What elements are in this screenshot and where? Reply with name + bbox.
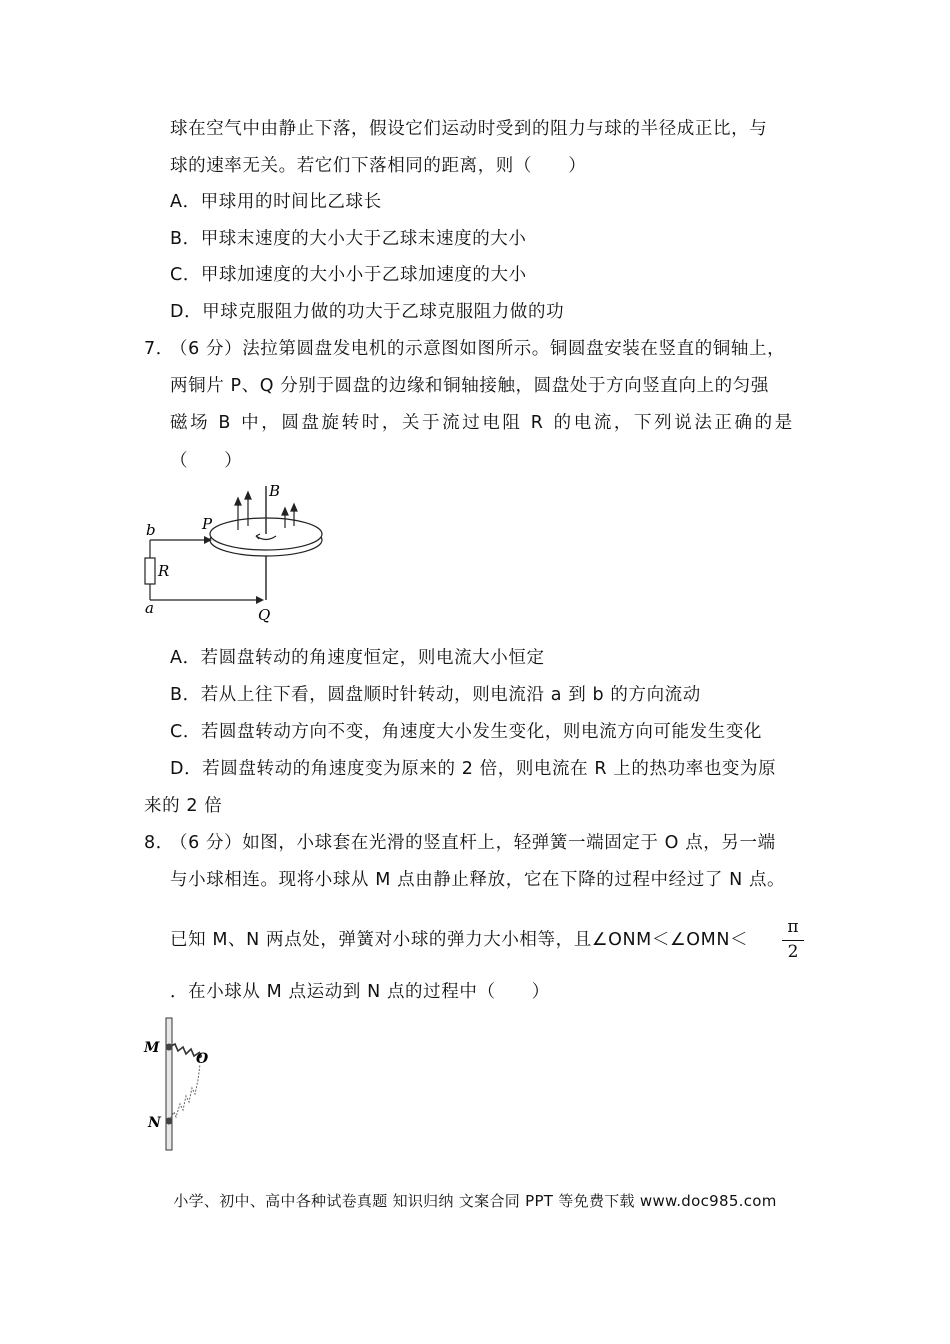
label-r: R <box>158 562 170 580</box>
q7-line-4: （ ） <box>170 451 243 471</box>
label-b: b <box>146 521 156 539</box>
q8-line-4: ．在小球从 M 点运动到 N 点的过程中（ ） <box>170 982 550 1002</box>
spring-at-n-icon <box>169 1064 200 1121</box>
resistor-r <box>145 558 155 584</box>
vertical-rod <box>166 1018 172 1150</box>
q7-line-3: 磁场 B 中，圆盘旋转时，关于流过电阻 R 的电流，下列说法正确的是 <box>170 413 795 433</box>
label-o: O <box>196 1051 209 1067</box>
fraction-bar <box>782 940 804 941</box>
rod-spring-figure <box>138 1014 228 1154</box>
q6-option-c: C．甲球加速度的大小小于乙球加速度的大小 <box>170 265 527 285</box>
q7-line-2: 两铜片 P、Q 分别于圆盘的边缘和铜轴接触，圆盘处于方向竖直向上的匀强 <box>170 376 769 396</box>
label-n: N <box>148 1115 161 1131</box>
q6-option-d: D．甲球克服阻力做的功大于乙球克服阻力做的功 <box>170 302 565 322</box>
q8-number: 8． <box>144 833 174 853</box>
q6-line-1: 球在空气中由静止下落，假设它们运动时受到的阻力与球的半径成正比，与 <box>170 119 768 139</box>
q7-option-a: A．若圆盘转动的角速度恒定，则电流大小恒定 <box>170 648 545 668</box>
pi-over-2-denominator: 2 <box>787 942 799 962</box>
q7-option-d-cont: 来的 2 倍 <box>144 796 223 816</box>
q7-option-b: B．若从上往下看，圆盘顺时针转动，则电流沿 a 到 b 的方向流动 <box>170 685 701 705</box>
label-m: M <box>144 1040 160 1056</box>
q8-line-1: （6 分）如图，小球套在光滑的竖直杆上，轻弹簧一端固定于 O 点，另一端 <box>170 833 776 853</box>
label-a: a <box>145 599 154 617</box>
q6-line-2: 球的速率无关。若它们下落相同的距离，则（ ） <box>170 156 587 176</box>
page-footer: 小学、初中、高中各种试卷真题 知识归纳 文案合同 PPT 等免费下载 www.doc985.com <box>173 1192 777 1210</box>
arrow-to-q-icon <box>256 596 264 604</box>
ball-at-m <box>166 1044 173 1051</box>
label-p: P <box>202 515 213 533</box>
label-q: Q <box>258 606 271 624</box>
q7-number: 7． <box>144 339 174 359</box>
label-b-field: B <box>269 482 281 500</box>
faraday-disk-figure <box>138 480 338 625</box>
q6-option-a: A．甲球用的时间比乙球长 <box>170 192 382 212</box>
q6-option-b: B．甲球末速度的大小大于乙球末速度的大小 <box>170 229 527 249</box>
q7-line-1: （6 分）法拉第圆盘发电机的示意图如图所示。铜圆盘安装在竖直的铜轴上， <box>170 339 786 359</box>
q7-option-c: C．若圆盘转动方向不变，角速度大小发生变化，则电流方向可能发生变化 <box>170 722 763 742</box>
q7-option-d: D．若圆盘转动的角速度变为原来的 2 倍，则电流在 R 上的热功率也变为原 <box>170 759 777 779</box>
pi-over-2-numerator: π <box>787 917 799 937</box>
q8-line-3: 已知 M、N 两点处，弹簧对小球的弹力大小相等，且∠ONM＜∠OMN＜ <box>170 930 749 950</box>
ball-at-n <box>166 1118 173 1125</box>
q8-line-2: 与小球相连。现将小球从 M 点由静止释放，它在下降的过程中经过了 N 点。 <box>170 870 786 890</box>
